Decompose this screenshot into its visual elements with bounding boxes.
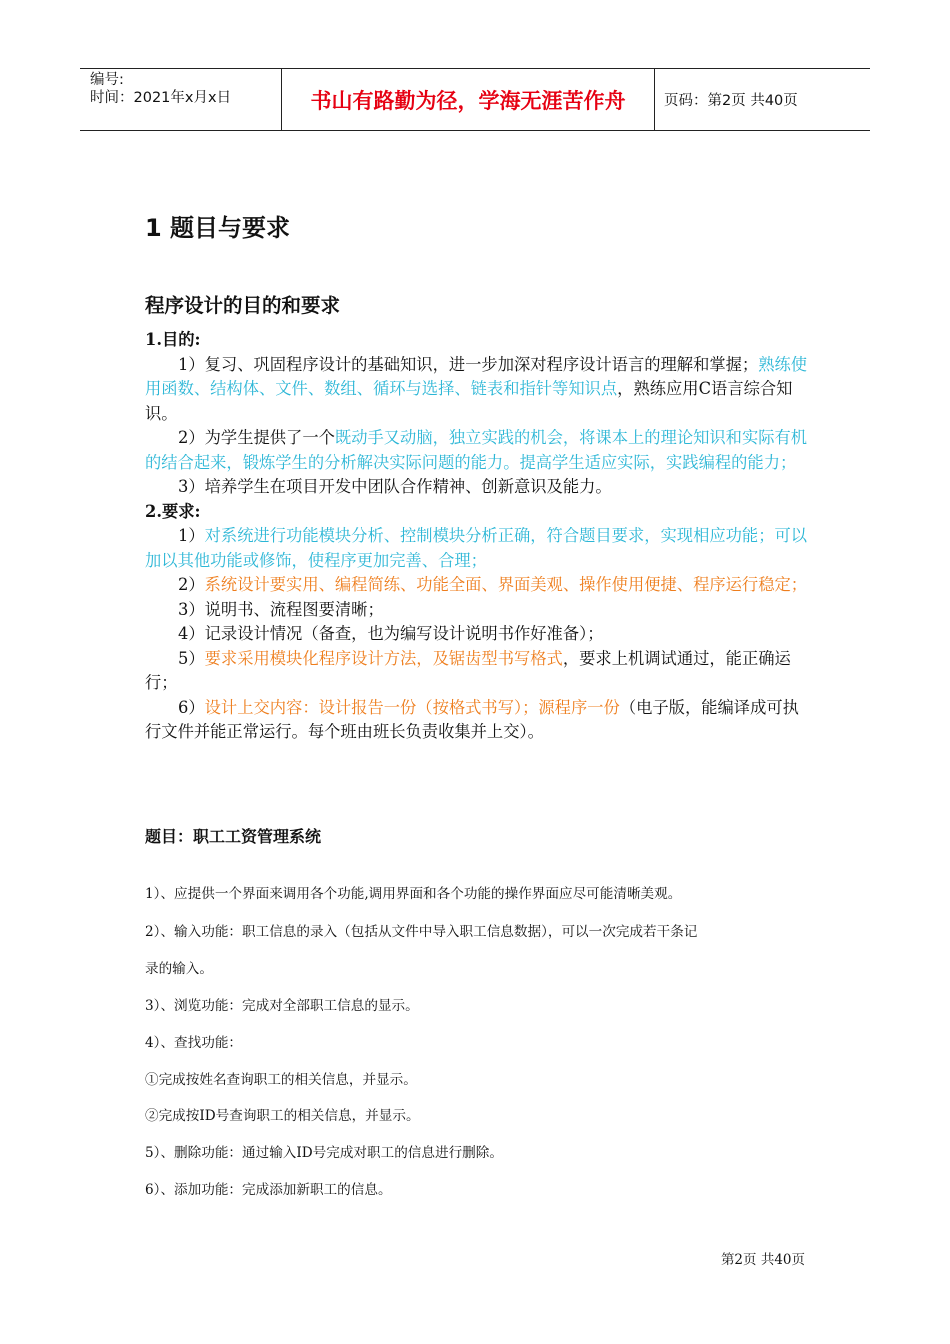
list-item: 1）、应提供一个界面来调用各个功能,调用界面和各个功能的操作界面应尽可能清晰美观。 xyxy=(145,886,682,902)
text-run: （电子版，能编译成可执行文件并能正常运行。每个班由班长负责收集并上交）。 xyxy=(145,697,799,741)
list-item: 6）、添加功能：完成添加新职工的信息。 xyxy=(145,1182,392,1198)
list-item: 4）、查找功能： xyxy=(145,1035,243,1051)
time-text: 时间：2021年x月x日 xyxy=(90,90,232,106)
list-item: 2）、输入功能：职工信息的录入（包括从文件中导入职工信息数据），可以一次完成若干条记 xyxy=(145,924,698,940)
requirement-item-2 xyxy=(145,573,810,598)
purpose-block xyxy=(145,328,810,745)
list-item: ②完成按ID号查询职工的相关信息，并显示。 xyxy=(145,1108,420,1124)
requirement-item-5 xyxy=(145,647,810,696)
requirement-item-3: 3）说明书、流程图要清晰； xyxy=(178,599,384,619)
list-item: 录的输入。 xyxy=(145,961,213,977)
highlight-run: 系统设计要实用、编程简练、功能全面、界面美观、操作使用便捷、程序运行稳定； xyxy=(204,575,808,594)
highlight-run: 对系统进行功能模块分析、控制模块分析正确，符合题目要求，实现相应功能；可以加以其他功能或修饰，使程序更加完善、合理； xyxy=(145,526,808,570)
text-run: 6） xyxy=(178,697,205,717)
text-run: 5） xyxy=(178,648,205,668)
purpose-item-1 xyxy=(145,353,810,427)
text-run: 1） xyxy=(178,526,205,545)
requirement-item-1 xyxy=(145,524,810,573)
code-label: 编号: xyxy=(90,72,124,88)
topic-title: 题目：职工工资管理系统 xyxy=(145,827,322,846)
purpose-item-2 xyxy=(145,426,810,475)
text-run: 2）为学生提供了一个 xyxy=(178,428,335,447)
highlight-run: 既动手又动脑，独立实践的机会，将课本上的理论知识和实际有机的结合起来，锻炼学生的分析解决实际问题的能力。提高学生适应实际，实践编程的能力； xyxy=(145,428,808,472)
page-header xyxy=(80,68,870,131)
list-item: ①完成按姓名查询职工的相关信息，并显示。 xyxy=(145,1072,417,1088)
header-divider xyxy=(654,69,655,130)
highlight-run: 熟练使用函数、结构体、文件、数组、循环与选择、链表和指针等知识点 xyxy=(145,354,808,398)
header-meta xyxy=(90,71,231,107)
requirements-label: 2.要求: xyxy=(145,501,201,521)
section-title: 1 题目与要求 xyxy=(145,214,291,242)
header-motto: 书山有路勤为径，学海无涯苦作舟 xyxy=(310,88,626,113)
subsection-title: 程序设计的目的和要求 xyxy=(145,294,341,317)
requirement-item-4: 4）记录设计情况（备查，也为编写设计说明书作好准备）； xyxy=(178,624,604,643)
header-page-info: 页码：第2页 共40页 xyxy=(664,93,798,109)
list-item: 5）、删除功能：通过输入ID号完成对职工的信息进行删除。 xyxy=(145,1145,503,1161)
list-item: 3）、浏览功能：完成对全部职工信息的显示。 xyxy=(145,998,419,1014)
text-run: ，熟练应用C语言综合知识。 xyxy=(145,379,793,423)
purpose-label: 1.目的: xyxy=(145,330,201,349)
text-run: ，要求上机调试通过，能正确运行； xyxy=(145,648,791,692)
page-footer: 第2页 共40页 xyxy=(720,1252,805,1268)
purpose-item-3: 3）培养学生在项目开发中团队合作精神、创新意识及能力。 xyxy=(178,477,612,496)
text-run: 2） xyxy=(178,575,205,594)
requirement-item-6 xyxy=(145,696,810,745)
highlight-run: 设计上交内容：设计报告一份（按格式书写）；源程序一份 xyxy=(204,697,620,717)
text-run: 1）复习、巩固程序设计的基础知识，进一步加深对程序设计语言的理解和掌握； xyxy=(178,354,759,374)
highlight-run: 要求采用模块化程序设计方法，及锯齿型书写格式 xyxy=(204,648,563,668)
